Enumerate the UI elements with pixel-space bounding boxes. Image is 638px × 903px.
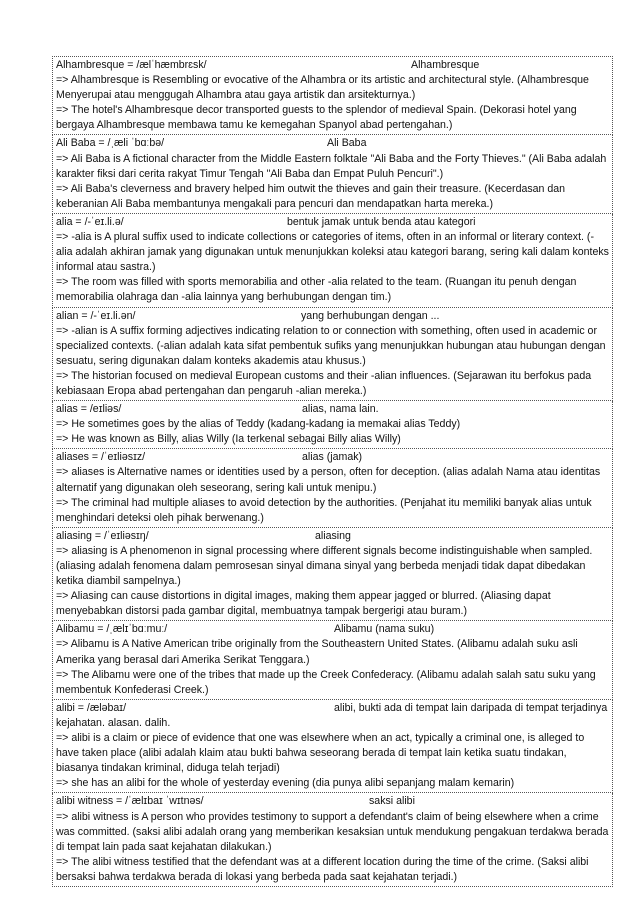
entry-gloss: alibi, bukti ada di tempat lain daripada di tempat terjadinya	[334, 701, 608, 714]
entry-header	[56, 622, 609, 637]
entry-headword: Ali Baba = /ˌæli ˈbɑːbə/	[56, 137, 165, 150]
entry-header	[56, 701, 609, 716]
entry-headword: Alhambresque = /ælˈhæmbrɛsk/	[56, 59, 207, 71]
entry-headword: alias = /eɪliəs/	[56, 403, 122, 416]
entry-headword: aliasing = /ˈeɪliəsɪŋ/	[56, 529, 149, 542]
entry-line: => He was known as Billy, alias Willy (Ia terkenal sebagai Billy alias Willy)	[56, 433, 401, 446]
entry-gloss: saksi alibi	[369, 795, 415, 808]
entry-header	[56, 136, 609, 151]
dictionary-entry	[52, 449, 613, 527]
entry-headword: alibi witness = /ˈælɪbaɪ ˈwɪtnəs/	[56, 795, 204, 808]
entry-line: => aliases is Alternative names or identities used by a person, often for deception. (alias adalah Nama atau identitas alternatif yang digunakan oleh seseorang, sering kali untuk menipu.)	[56, 466, 601, 494]
entry-header	[56, 529, 609, 544]
entry-line: => The room was filled with sports memorabilia and other -alia related to the team. (Ruangan itu penuh dengan memorabilia olahraga dan -alia lainnya yang berhubungan dengan tim.)	[56, 276, 577, 304]
entry-line: => she has an alibi for the whole of yesterday evening (dia punya alibi sepanjang malam kemarin)	[56, 777, 515, 790]
dictionary-document	[52, 56, 613, 887]
entry-header	[56, 309, 609, 324]
dictionary-entry	[52, 700, 613, 794]
entry-line: => Ali Baba is A fictional character from the Middle Eastern folktale "Ali Baba and the Forty Thieves." (Ali Baba adalah karakter fiksi dari cerita rakyat Timur Tengah "Ali Baba dan Empat Puluh Pencuri".)	[56, 152, 607, 180]
entry-gloss: alias, nama lain.	[302, 403, 379, 416]
entry-line: => The historian focused on medieval European customs and their -alian influences. (Sejarawan itu berfokus pada kebiasaan Eropa abad pertengahan dan pengaruh -alian mereka.)	[56, 369, 592, 397]
entry-headword: Alibamu = /ˌælɪˈbɑːmuː/	[56, 623, 168, 636]
entry-gloss: aliasing	[315, 529, 351, 542]
entry-line: => He sometimes goes by the alias of Teddy (kadang-kadang ia memakai alias Teddy)	[56, 418, 461, 431]
entry-line: => alibi witness is A person who provides testimony to support a defendant's claim of being elsewhere when a crime was committed. (saksi alibi adalah orang yang memberikan kesaksian untuk mendukung pengakuan terdakwa berada di tempat lain pada saat kejahatan dilakukan.)	[56, 810, 609, 853]
entry-line: => Alibamu is A Native American tribe originally from the Southeastern United States. (Alibamu adalah suku asli Amerika yang berasal dari Amerika Serikat Tenggara.)	[56, 638, 578, 666]
dictionary-entry	[52, 214, 613, 308]
dictionary-entry	[52, 56, 613, 135]
entry-header	[56, 58, 609, 73]
entry-line: => -alia is A plural suffix used to indicate collections or categories of items, often in an informal or literary context. (-alia adalah akhiran jamak yang digunakan untuk menunjukkan koleksi atau kategori barang, sering kali dalam konteks informal atau sastra.)	[56, 231, 609, 274]
entry-line: => The Alibamu were one of the tribes that made up the Creek Confederacy. (Alibamu adalah salah satu suku yang membentuk Konfederasi Creek.)	[56, 668, 596, 696]
entry-gloss: Ali Baba	[327, 137, 367, 150]
entry-header	[56, 215, 609, 230]
entry-header	[56, 794, 609, 809]
entry-header	[56, 402, 609, 417]
entry-line: => Ali Baba's cleverness and bravery helped him outwit the thieves and gain their treasure. (Kecerdasan dan keberanian Ali Baba membantunya mengakali para pencuri dan mendapatkan harta mereka.)	[56, 182, 566, 210]
entry-line: => Aliasing can cause distortions in digital images, making them appear jagged or blurred. (Aliasing dapat menyebabkan distorsi pada gambar digital, membuatnya tampak bergerigi atau buram.)	[56, 590, 551, 618]
entry-line: => -alian is A suffix forming adjectives indicating relation to or connection with something, often used in academic or specialized contexts. (-alian adalah kata sifat pembentuk sufiks yang menunjukkan hubungan atau hubungan dengan sesuatu, sering digunakan dalam konteks akademis atau khusus.)	[56, 324, 606, 367]
entry-line: => aliasing is A phenomenon in signal processing where different signals become indistinguishable when sampled. (aliasing adalah fenomena dalam pemrosesan sinyal dimana sinyal yang berbeda menjadi tidak dapat dibedakan ketika diambil sampelnya.)	[56, 544, 593, 588]
entry-line: => The alibi witness testified that the defendant was at a different location during the time of the crime. (Saksi alibi bersaksi bahwa terdakwa berada di lokasi yang berbeda pada saat kejahatan terjadi.)	[56, 855, 589, 883]
dictionary-entry	[52, 793, 613, 887]
dictionary-entry	[52, 528, 613, 622]
entry-header	[56, 450, 609, 465]
entry-gloss: alias (jamak)	[302, 451, 363, 464]
entry-line: => The hotel's Alhambresque decor transported guests to the splendor of medieval Spain. (Dekorasi hotel yang bergaya Alhambresque membawa tamu ke kemegahan Spanyol abad pertengahan.)	[56, 104, 577, 132]
entry-gloss: Alhambresque	[411, 59, 480, 71]
dictionary-entry	[52, 621, 613, 699]
dictionary-entry	[52, 135, 613, 213]
entry-headword: aliases = /ˈeɪliəsɪz/	[56, 451, 146, 464]
entry-headword: alian = /-ˈeɪ.li.ən/	[56, 309, 136, 322]
entry-line: kejahatan. alasan. dalih.	[56, 716, 171, 729]
entry-headword: alibi = /æləbaɪ/	[56, 701, 127, 714]
entry-gloss: bentuk jamak untuk benda atau kategori	[287, 215, 476, 228]
entry-headword: alia = /-ˈeɪ.li.ə/	[56, 215, 124, 228]
entry-gloss: yang berhubungan dengan ...	[301, 309, 440, 322]
entry-gloss: Alibamu (nama suku)	[334, 623, 435, 636]
entry-line: => alibi is a claim or piece of evidence that one was elsewhere when an act, typically a criminal one, is alleged to have taken place (alibi adalah klaim atau bukti bahwa seseorang berada di tempat lain ketika suatu tindakan, biasanya tindakan kriminal, diduga telah terjadi)	[56, 732, 585, 775]
entry-line: => The criminal had multiple aliases to avoid detection by the authorities. (Penjahat itu memiliki banyak alias untuk menghindari deteksi oleh pihak berwenang.)	[56, 496, 592, 524]
dictionary-entry	[52, 308, 613, 402]
entry-line: => Alhambresque is Resembling or evocative of the Alhambra or its artistic and architectural style. (Alhambresque Menyerupai atau menggugah Alhambra atau gaya artistik dan arsitekturnya.)	[56, 74, 589, 102]
dictionary-entry	[52, 401, 613, 449]
